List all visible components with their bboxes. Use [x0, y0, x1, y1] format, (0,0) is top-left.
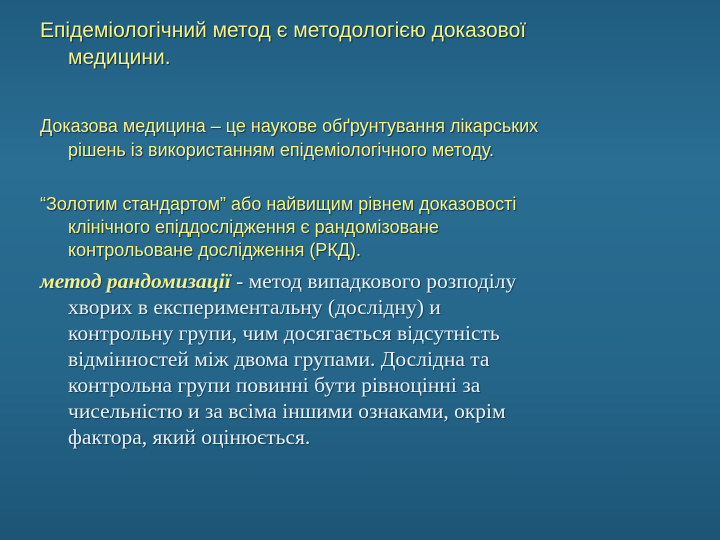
- paragraph-line: чисельністю и за всіма іншими ознаками, окрім: [68, 399, 506, 423]
- paragraph-line: Доказова медицина – це наукове обґрунтування лікарських: [40, 116, 539, 136]
- paragraph-line: медицини.: [68, 46, 171, 69]
- paragraph-line: Епідеміологічний метод є методологією доказової: [40, 19, 527, 42]
- paragraph-line: “Золотим стандартом” або найвищим рівнем доказовості: [40, 194, 517, 214]
- paragraph-line: відмінностей між двома групами. Дослідна та: [68, 347, 490, 371]
- paragraph-line: контрольну групи, чим досягається відсутність: [68, 321, 500, 345]
- term-definition: - метод випадкового розподілу: [230, 269, 517, 293]
- paragraph-line: рішень із використанням епідеміологічного методу.: [68, 140, 495, 160]
- paragraph-line: контрольна групи повинні бути рівноцінні за: [68, 373, 481, 397]
- paragraph-line: [40, 268, 690, 294]
- paragraph-gold-standard: [40, 193, 690, 262]
- randomization-term: метод рандомизації: [40, 269, 231, 293]
- paragraph-randomization-method: [40, 268, 690, 450]
- paragraph-line: хворих в експериментальну (дослідну) и: [68, 295, 441, 319]
- paragraph-evidence-medicine: [40, 114, 690, 162]
- paragraph-line: фактора, який оцінюється.: [68, 425, 311, 449]
- paragraph-line: контрольоване дослідження (РКД).: [68, 240, 361, 260]
- paragraph-line: клінічного епіддослідження є рандомізоване: [68, 217, 439, 237]
- paragraph-epidemiological-method: [40, 17, 690, 71]
